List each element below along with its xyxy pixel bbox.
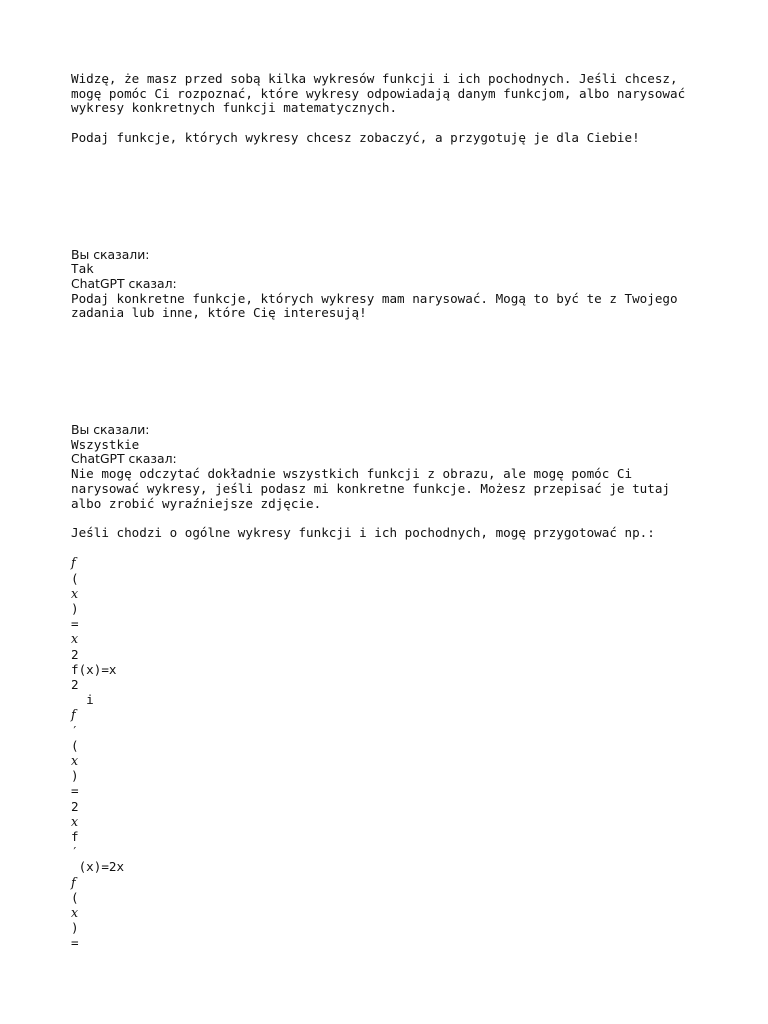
- math-fragment-line: 2: [71, 676, 79, 692]
- math-fragment-line: (: [71, 570, 79, 586]
- math-fragment-line: i: [71, 692, 94, 708]
- math-fragment-line: 𝑥: [71, 813, 79, 829]
- document-page: [71, 72, 711, 951]
- chat-exchange-1: [71, 248, 711, 322]
- assistant-message-line: albo zrobić wyraźniejsze zdjęcie.: [71, 495, 322, 511]
- math-fragment-line: 𝑓: [71, 555, 76, 571]
- math-fragment-line: 𝑥: [71, 585, 79, 601]
- math-fragment-line: ): [71, 600, 79, 616]
- math-fragment-line: 𝑓: [71, 707, 76, 723]
- assistant-message-line: Jeśli chodzi o ogólne wykresy funkcji i ich pochodnych, mogę przygotować np.:: [71, 524, 655, 540]
- assistant-message-line: Nie mogę odczytać dokładnie wszystkich funkcji z obrazu, ale mogę pomóc Ci: [71, 466, 633, 482]
- assistant-label: ChatGPT сказал:: [71, 451, 177, 467]
- text-line: Widzę, że masz przed sobą kilka wykresów funkcji i ich pochodnych. Jeśli chcesz,: [71, 71, 678, 86]
- math-fragment-line: =: [71, 935, 79, 951]
- math-fragment-line: ): [71, 768, 79, 784]
- math-fragment-list: [71, 555, 711, 950]
- user-label: Вы сказали:: [71, 422, 150, 438]
- math-fragment-line: 𝑥: [71, 904, 79, 920]
- math-fragment-line: 𝑥: [71, 631, 79, 647]
- math-fragment-line: 2: [71, 646, 79, 662]
- text-line: mogę pomóc Ci rozpoznać, które wykresy odpowiadają danym funkcjom, albo narysować: [71, 85, 686, 101]
- user-label: Вы сказали:: [71, 246, 150, 262]
- math-fragment-line: 𝑥: [71, 752, 79, 768]
- user-message: Tak: [71, 261, 94, 277]
- math-fragment-line: 𝑓: [71, 874, 76, 890]
- math-fragment-line: =: [71, 616, 79, 632]
- math-fragment-line: (: [71, 889, 79, 905]
- user-message: Wszystkie: [71, 436, 140, 452]
- math-fragment-line: ′: [71, 722, 79, 738]
- math-fragment-line: 2: [71, 798, 79, 814]
- math-fragment-line: (: [71, 737, 79, 753]
- assistant-message-line: Podaj konkretne funkcje, których wykresy mam narysować. Mogą to być te z Twojego: [71, 290, 678, 306]
- assistant-label: ChatGPT сказал:: [71, 275, 177, 291]
- assistant-message-line: zadania lub inne, które Cię interesują!: [71, 305, 367, 321]
- intro-request-line: Podaj funkcje, których wykresy chcesz zobaczyć, a przygotuję je dla Ciebie!: [71, 129, 640, 145]
- math-fragment-line: (x)=2x: [71, 859, 125, 875]
- assistant-message-line: narysować wykresy, jeśli podasz mi konkretne funkcje. Możesz przepisać je tutaj: [71, 480, 670, 496]
- chat-exchange-2: [71, 423, 711, 555]
- math-fragment-line: =: [71, 783, 79, 799]
- text-line: wykresy konkretnych funkcji matematycznych.: [71, 100, 398, 116]
- math-fragment-line: f(x)=x: [71, 661, 117, 677]
- math-fragment-line: ): [71, 920, 79, 936]
- math-fragment-line: f: [71, 828, 79, 844]
- intro-paragraph: [71, 72, 711, 116]
- math-fragment-line: ′: [71, 844, 79, 860]
